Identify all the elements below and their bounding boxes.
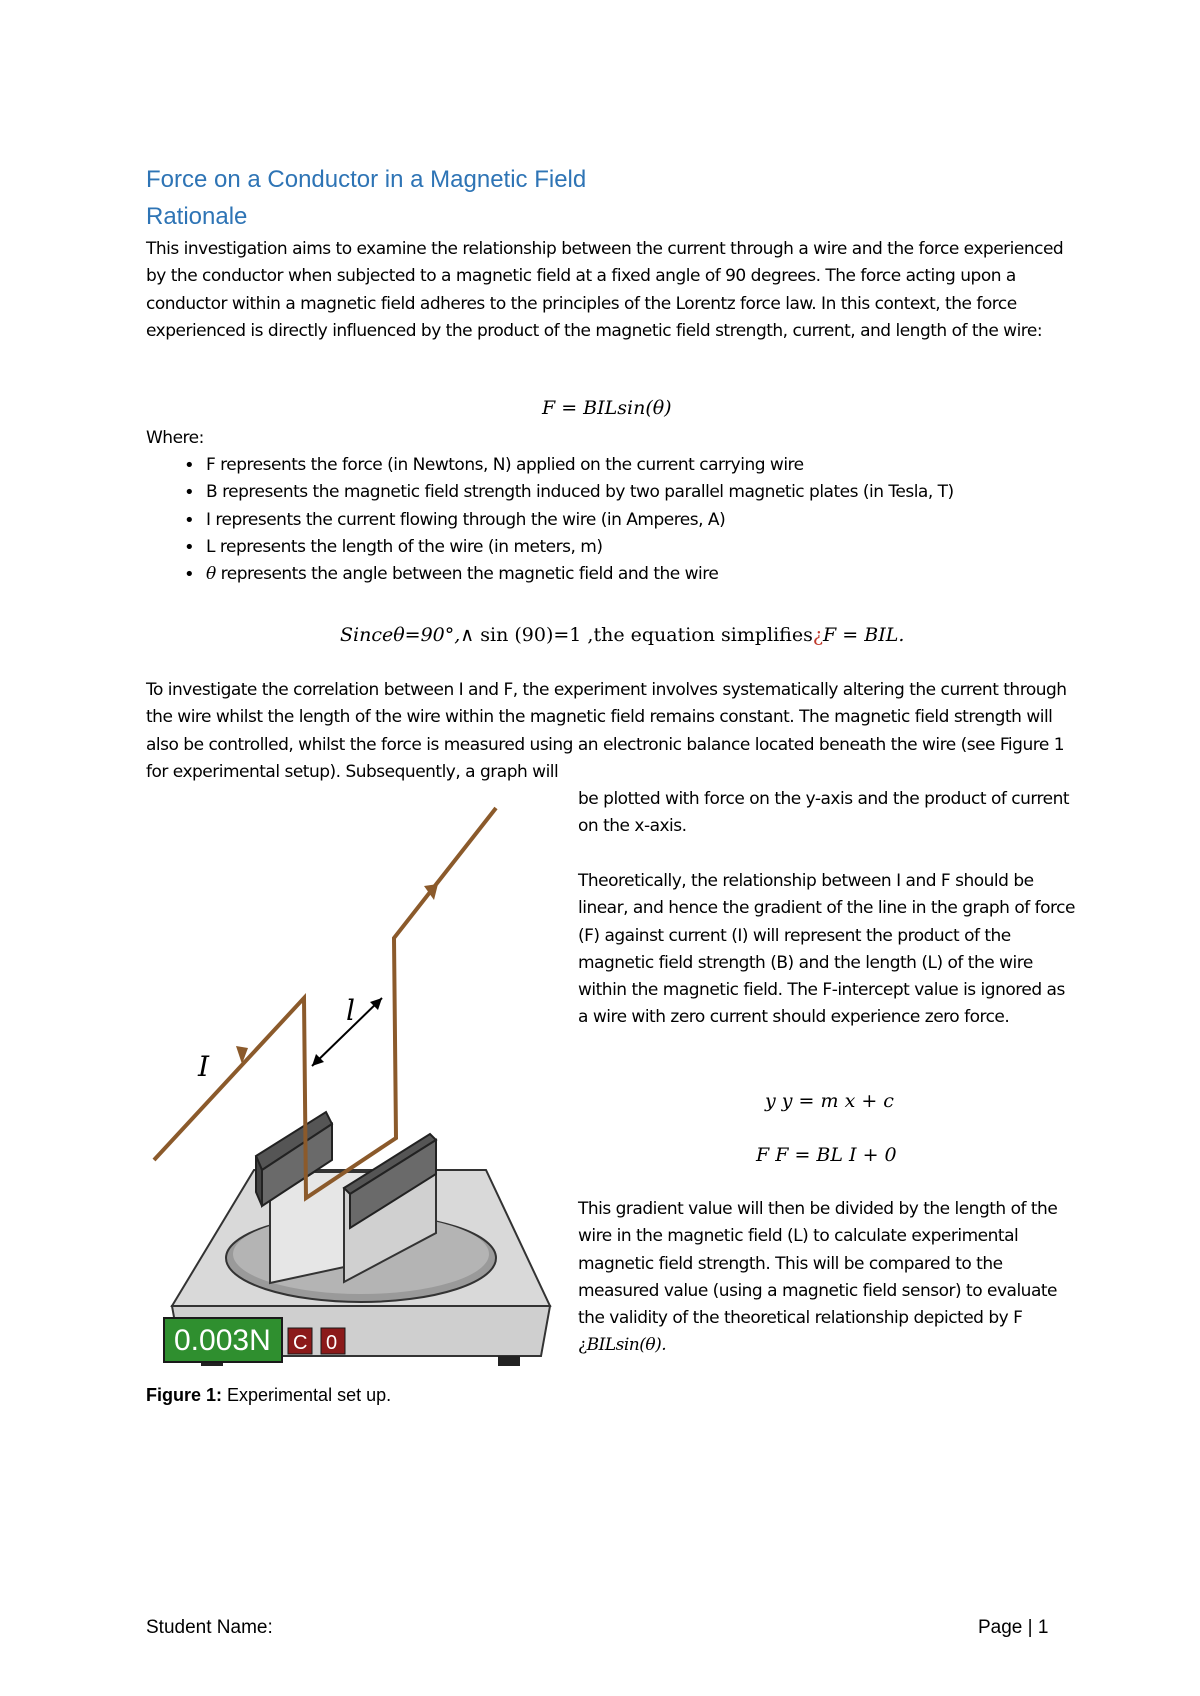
list-item: • F represents the force (in Newtons, N) applied on the current carrying wire: [146, 452, 954, 479]
scale-foot-right: [498, 1356, 520, 1366]
list-item: • L represents the length of the wire (in meters, m): [146, 534, 954, 561]
experiment-illustration: [146, 788, 576, 1378]
footer-page-number: Page | 1: [978, 1617, 1049, 1638]
gradient-equation: BILsin(θ).: [586, 1335, 667, 1356]
footer-student-name: Student Name:: [146, 1617, 273, 1638]
intro-paragraph: This investigation aims to examine the relationship between the current through a wire and the force experienced by the conductor when subjected to a magnetic field at a fixed angle of 90 degrees. The force acting upon a conductor within a magnetic field adheres to the principles of the Lorentz force law. In this context, the force experienced is directly influenced by the product of the magnetic field strength, current, and length of the wire:: [146, 239, 1064, 341]
list-item: • B represents the magnetic field strength induced by two parallel magnetic plates (in Tesla, T): [146, 479, 954, 506]
simplify-equation: [340, 624, 904, 646]
experiment-figure: [146, 788, 576, 1378]
caption-label: Figure 1:: [146, 1385, 223, 1405]
linear-equation-2: F F = BL I + 0: [756, 1144, 897, 1166]
gradient-mark: ¿: [578, 1335, 587, 1356]
where-label: Where:: [146, 428, 204, 448]
gradient-text: This gradient value will then be divided by the length of the wire in the magnetic field (L) to calculate experimental magnetic field strength. This will be compared to the measured value (using a magnetic field sensor) to evaluate the validity of the theoretical relationship depicted by F: [578, 1199, 1058, 1329]
scale-reading: 0.003N: [174, 1324, 271, 1357]
section-heading: Rationale: [146, 203, 248, 230]
clear-button-label: C: [293, 1332, 308, 1354]
caption-text: Experimental set up.: [222, 1385, 392, 1405]
method-paragraph: To investigate the correlation between I and F, the experiment involves systematically altering the current through the wire whilst the length of the wire within the magnetic field remains constant. The magnetic field strength will also be controlled, whilst the force is measured using an electronic balance located beneath the wire (see Figure 1 for experimental setup). Subsequently, a graph will: [146, 680, 1067, 782]
simplify-part2: sin: [480, 624, 509, 646]
main-equation: F = BILsin(θ): [542, 397, 672, 419]
list-item: [146, 561, 954, 588]
page-title: Force on a Conductor in a Magnetic Field: [146, 166, 587, 193]
zero-button-label: 0: [326, 1332, 338, 1354]
theory-paragraph: Theoretically, the relationship between I and F should be linear, and hence the gradient of the line in the graph of force (F) against current (I) will represent the product of the magnetic field strength (B) and the length (L) of the wire within the magnetic field. The F-intercept value is ignored as a wire with zero current should experience zero force.: [578, 871, 1075, 1028]
method-continued: be plotted with force on the y-axis and the product of current on the x-axis.: [578, 789, 1070, 837]
theta-text: represents the angle between the magnetic field and the wire: [215, 564, 719, 585]
simplify-part3: (90)=1 ,the equation simplifies: [514, 624, 813, 646]
gradient-paragraph: [578, 1196, 1078, 1360]
list-item: • I represents the current flowing through the wire (in Amperes, A): [146, 507, 954, 534]
current-label: I: [198, 1050, 210, 1083]
simplify-part4: F = BIL.: [823, 624, 905, 646]
simplify-part1: Sinceθ=90°,∧: [340, 624, 475, 646]
variable-list: [146, 452, 954, 588]
linear-equation-1: y y = m x + c: [765, 1090, 894, 1112]
simplify-mark: ¿: [812, 624, 824, 646]
length-label: l: [346, 994, 355, 1027]
theta-symbol: θ: [206, 564, 216, 585]
figure-caption: [146, 1385, 391, 1406]
